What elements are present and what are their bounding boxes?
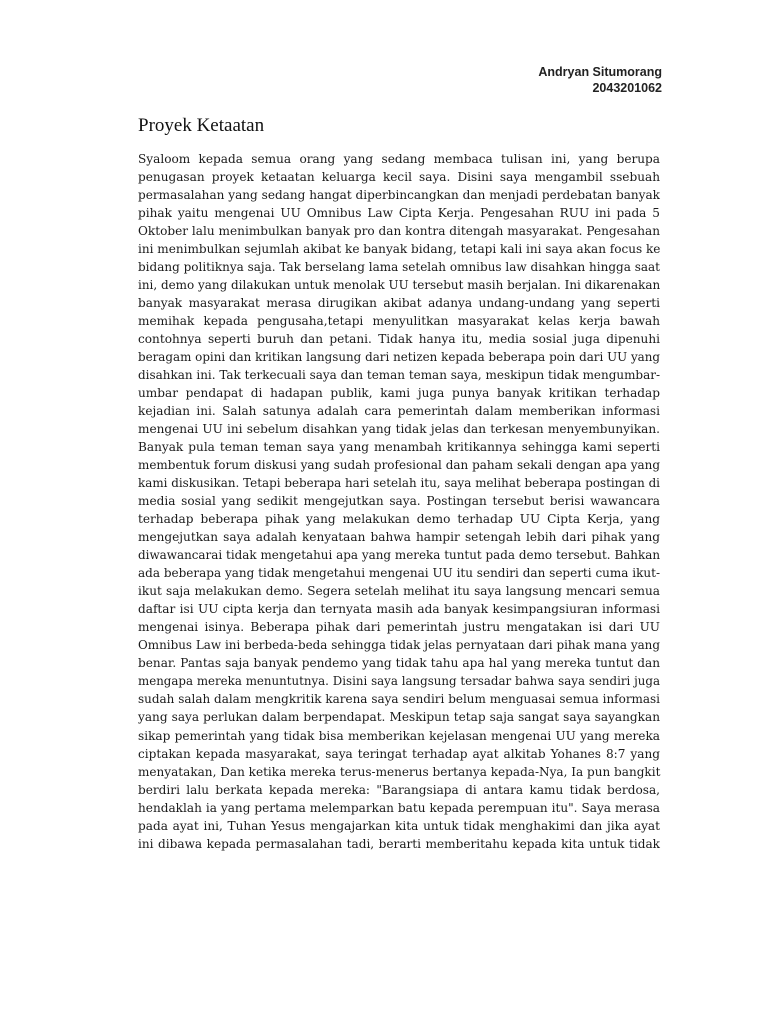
paragraph-line: penugasan proyek ketaatan keluarga kecil saya. Disini saya mengambil ssebuah xyxy=(138,170,660,185)
paragraph-line: ini dibawa kepada permasalahan tadi, berarti memberitahu kepada kita untuk tidak xyxy=(138,836,660,851)
paragraph-line: Banyak pula teman teman saya yang menambah kritikannya sehingga kami seperti xyxy=(138,440,660,455)
paragraph-line: pada ayat ini, Tuhan Yesus mengajarkan kita untuk tidak menghakimi dan jika ayat xyxy=(138,818,660,833)
paragraph-line: menyatakan, Dan ketika mereka terus-menerus bertanya kepada-Nya, Ia pun bangkit xyxy=(138,764,661,779)
paragraph-line: mengapa mereka menuntutnya. Disini saya langsung tersadar bahwa saya sendiri juga xyxy=(138,674,660,689)
paragraph-line: media sosial yang sedikit mengejutkan saya. Postingan tersebut berisi wawancara xyxy=(138,494,660,509)
document-title: Proyek Ketaatan xyxy=(138,115,265,136)
paragraph-line: daftar isi UU cipta kerja dan ternyata masih ada banyak kesimpangsiuran informasi xyxy=(138,602,660,617)
paragraph-line: hendaklah ia yang pertama melemparkan batu kepada perempuan itu". Saya merasa xyxy=(138,800,660,815)
paragraph-line: sikap pemerintah yang tidak bisa memberikan kejelasan mengenai UU yang mereka xyxy=(138,728,660,743)
paragraph-line: ini, demo yang dilakukan untuk menolak UU tersebut masih berjalan. Ini dikarenakan xyxy=(138,278,661,293)
paragraph-line: terhadap beberapa pihak yang melakukan demo terhadap UU Cipta Kerja, yang xyxy=(138,512,660,527)
paragraph-line: benar. Pantas saja banyak pendemo yang tidak tahu apa hal yang mereka tuntut dan xyxy=(138,656,660,671)
student-id: 2043201062 xyxy=(592,81,662,95)
author-name: Andryan Situmorang xyxy=(538,65,662,79)
paragraph-line: mengenai UU ini sebelum disahkan yang tidak jelas dan terkesan menyembunyikan. xyxy=(138,422,660,437)
paragraph-line: ikut saja melakukan demo. Segera setelah melihat itu saya langsung mencari semua xyxy=(138,584,660,599)
paragraph-line: Oktober lalu menimbulkan banyak pro dan kontra ditengah masyarakat. Pengesahan xyxy=(138,224,660,239)
paragraph-line: ada beberapa yang tidak mengetahui mengenai UU itu sendiri dan seperti cuma ikut- xyxy=(138,566,660,581)
paragraph-line: ciptakan kepada masyarakat, saya teringat terhadap ayat alkitab Yohanes 8:7 yang xyxy=(138,746,660,761)
paragraph-line: kejadian ini. Salah satunya adalah cara pemerintah dalam memberikan informasi xyxy=(138,404,660,419)
paragraph-line: Syaloom kepada semua orang yang sedang membaca tulisan ini, yang berupa xyxy=(138,152,660,166)
paragraph-line: diwawancarai tidak mengetahui apa yang mereka tuntut pada demo tersebut. Bahkan xyxy=(138,548,660,563)
author-block xyxy=(538,64,662,96)
paragraph-line: berdiri lalu berkata kepada mereka: "Barangsiapa di antara kamu tidak berdosa, xyxy=(138,782,660,797)
paragraph-line: pihak yaitu mengenai UU Omnibus Law Cipta Kerja. Pengesahan RUU ini pada 5 xyxy=(138,206,660,221)
paragraph-line: memihak kepada pengusaha,tetapi menyulitkan masyarakat kelas kerja bawah xyxy=(138,314,660,329)
paragraph-line: membentuk forum diskusi yang sudah profesional dan paham sekali dengan apa yang xyxy=(138,458,660,473)
paragraph-line: mengejutkan saya adalah kenyataan bahwa hampir setengah lebih dari pihak yang xyxy=(138,530,660,545)
paragraph-line: bidang politiknya saja. Tak berselang lama setelah omnibus law disahkan hingga saat xyxy=(138,260,660,275)
paragraph-line: kami diskusikan. Tetapi beberapa hari setelah itu, saya melihat beberapa postingan di xyxy=(138,476,660,491)
paragraph-line: Omnibus Law ini berbeda-beda sehingga tidak jelas pernyataan dari pihak mana yang xyxy=(138,638,660,653)
paragraph-line: banyak masyarakat merasa dirugikan akibat adanya undang-undang yang seperti xyxy=(138,296,660,311)
paragraph-line: ini menimbulkan sejumlah akibat ke banyak bidang, tetapi kali ini saya akan focus ke xyxy=(138,242,661,257)
paragraph-line: disahkan ini. Tak terkecuali saya dan teman teman saya, meskipun tidak mengumbar- xyxy=(138,368,660,383)
paragraph-line: yang saya perlukan dalam berpendapat. Meskipun tetap saja sangat saya sayangkan xyxy=(138,710,660,725)
paragraph-line: umbar pendapat di hadapan publik, kami juga punya banyak kritikan terhadap xyxy=(138,386,660,401)
paragraph-line: contohnya seperti buruh dan petani. Tidak hanya itu, media sosial juga dipenuhi xyxy=(138,332,660,347)
paragraph-line: permasalahan yang sedang hangat diperbincangkan dan menjadi perdebatan banyak xyxy=(138,188,660,203)
body-paragraph xyxy=(138,150,660,853)
paragraph-line: sudah salah dalam mengkritik karena saya sendiri belum menguasai semua informasi xyxy=(138,692,660,707)
paragraph-line: beragam opini dan kritikan langsung dari netizen kepada beberapa poin dari UU yang xyxy=(138,350,660,365)
paragraph-line: mengenai isinya. Beberapa pihak dari pemerintah justru mengatakan isi dari UU xyxy=(138,620,660,635)
